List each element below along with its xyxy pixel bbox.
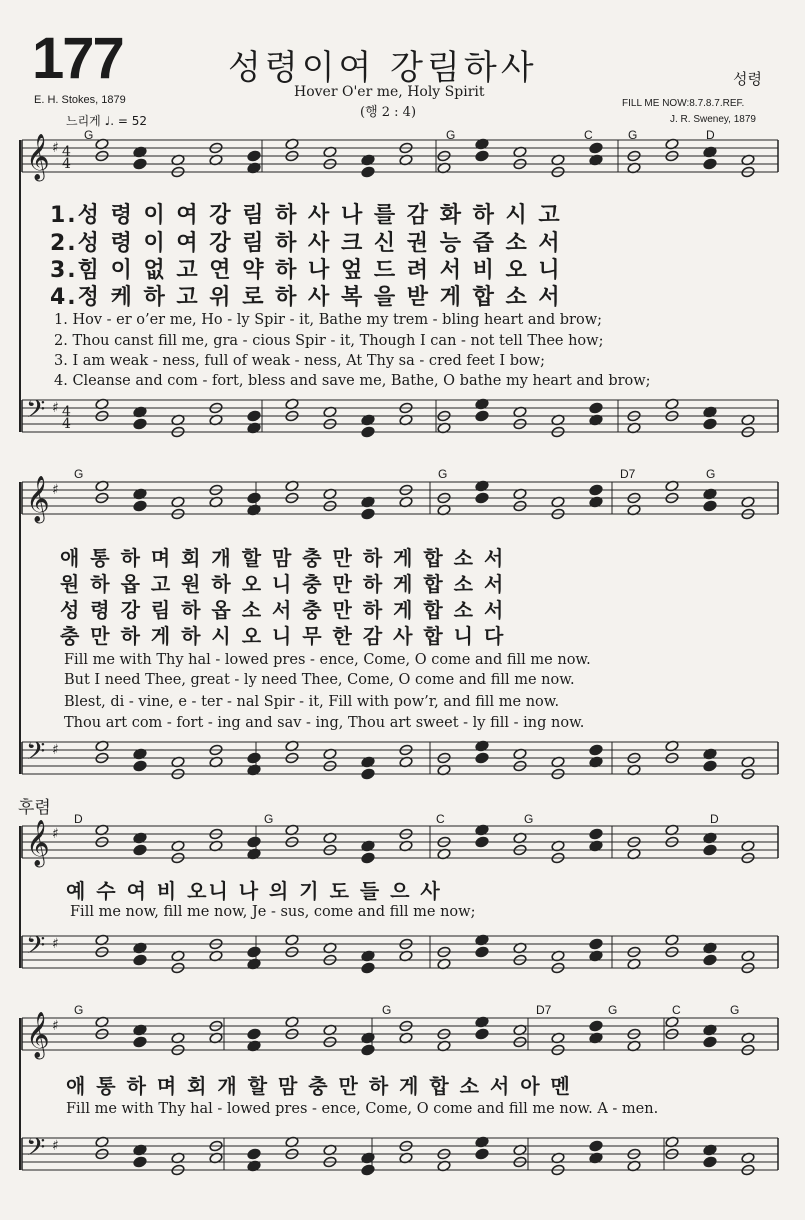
verse-en-line: But I need Thee, great - ly need Thee, Come, O come and fill me now.: [64, 672, 575, 688]
scripture-reference: (행 2 : 4): [360, 105, 417, 120]
verse-ko-line: 원 하 옵 고 원 하 오 니 충 만 하 게 합 소 서: [60, 572, 506, 596]
chord-symbol: D7: [620, 467, 636, 481]
refrain-ko-line: 애 통 하 며 회 개 할 맘 충 만 하 게 합 소 서 아 멘: [66, 1074, 572, 1098]
verse-ko-line: 성 령 강 림 하 옵 소 서 충 만 하 게 합 소 서: [60, 598, 506, 622]
verse-ko-line: 2.성 령 이 여 강 림 하 사 크 신 권 능 즙 소 서: [50, 231, 562, 256]
chord-symbol: G: [730, 1003, 740, 1017]
svg-text:𝄢: 𝄢: [26, 395, 46, 430]
svg-text:♯: ♯: [52, 936, 59, 952]
chord-symbol: G: [438, 467, 448, 481]
refrain-label: 후렴: [18, 798, 51, 818]
verse-en-line: 3. I am weak - ness, full of weak - ness, At Thy sa - cred feet I bow;: [54, 353, 546, 369]
verse-ko-line: 애 통 하 며 회 개 할 맘 충 만 하 게 합 소 서: [60, 546, 506, 570]
svg-text:4: 4: [62, 416, 71, 432]
svg-text:4: 4: [62, 156, 71, 172]
chord-symbol: G: [524, 812, 534, 826]
chord-symbol: G: [84, 128, 94, 142]
verse-ko-line: 4.정 케 하 고 위 로 하 사 복 을 받 게 합 소 서: [50, 285, 562, 310]
chord-symbol: G: [628, 128, 638, 142]
svg-text:♯: ♯: [52, 400, 59, 416]
verse-en-line: Fill me with Thy hal - lowed pres - ence, Come, O come and fill me now.: [64, 652, 591, 668]
svg-text:♯: ♯: [52, 1138, 59, 1154]
tune-name: FILL ME NOW:8.7.8.7.REF.: [622, 98, 745, 109]
refrain-en-line: Fill me now, fill me now, Je - sus, come and fill me now;: [70, 904, 476, 920]
lyricist-credit: E. H. Stokes, 1879: [34, 94, 126, 106]
chord-symbol: C: [584, 128, 593, 142]
svg-text:𝄢: 𝄢: [26, 1133, 46, 1168]
svg-text:4: 4: [62, 144, 71, 160]
chord-symbol: G: [264, 812, 274, 826]
verse-en-line: Blest, di - vine, e - ter - nal Spir - it, Fill with pow’r, and fill me now.: [64, 694, 560, 710]
chord-symbol: D7: [536, 1003, 552, 1017]
tempo-marking: 느리게 ♩. = 52: [66, 114, 148, 128]
svg-text:𝄢: 𝄢: [26, 931, 46, 966]
chord-symbol: G: [608, 1003, 618, 1017]
chord-symbol: G: [706, 467, 716, 481]
svg-text:𝄢: 𝄢: [26, 737, 46, 772]
svg-text:♯: ♯: [52, 1018, 59, 1034]
verse-en-line: 2. Thou canst fill me, gra - cious Spir - it, Though I can - not tell Thee how;: [54, 333, 604, 349]
svg-text:♯: ♯: [52, 140, 59, 156]
hymn-title-english: Hover O'er me, Holy Spirit: [294, 84, 485, 100]
verse-en-line: 4. Cleanse and com - fort, bless and save me, Bathe, O bathe my heart and brow;: [54, 373, 651, 389]
chord-symbol: C: [436, 812, 445, 826]
verse-en-line: Thou art com - fort - ing and sav - ing, Thou art sweet - ly fill - ing now.: [64, 715, 585, 731]
chord-symbol: G: [446, 128, 456, 142]
svg-text:♯: ♯: [52, 826, 59, 842]
verse-ko-line: 1.성 령 이 여 강 림 하 사 나 를 감 화 하 시 고: [50, 203, 562, 228]
chord-symbol: D: [706, 128, 715, 142]
chord-symbol: D: [710, 812, 719, 826]
chord-symbol: D: [74, 812, 83, 826]
composer-credit: J. R. Sweney, 1879: [670, 114, 756, 125]
svg-text:𝄞: 𝄞: [26, 820, 50, 866]
svg-text:4: 4: [62, 404, 71, 420]
chord-symbol: G: [382, 1003, 392, 1017]
svg-text:𝄞: 𝄞: [26, 134, 50, 180]
verse-en-line: 1. Hov - er o’er me, Ho - ly Spir - it, Bathe my trem - bling heart and brow;: [54, 312, 603, 328]
svg-text:𝄞: 𝄞: [26, 476, 50, 522]
verse-ko-line: 3.힘 이 없 고 연 약 하 나 엎 드 려 서 비 오 니: [50, 258, 562, 283]
hymn-title-korean: 성령이여 강림하사: [228, 48, 538, 88]
chord-symbol: G: [74, 1003, 84, 1017]
svg-text:♯: ♯: [52, 742, 59, 758]
svg-text:𝄞: 𝄞: [26, 1012, 50, 1058]
chord-symbol: G: [74, 467, 84, 481]
refrain-en-line: Fill me with Thy hal - lowed pres - ence, Come, O come and fill me now. A - men.: [66, 1101, 659, 1117]
verse-ko-line: 충 만 하 게 하 시 오 니 무 한 감 사 합 니 다: [60, 624, 506, 648]
category-label: 성령: [733, 70, 762, 88]
hymn-number: 177: [32, 26, 123, 91]
refrain-ko-line: 예 수 여 비 오니 나 의 기 도 들 으 사: [66, 879, 442, 903]
chord-symbol: C: [672, 1003, 681, 1017]
svg-text:♯: ♯: [52, 482, 59, 498]
